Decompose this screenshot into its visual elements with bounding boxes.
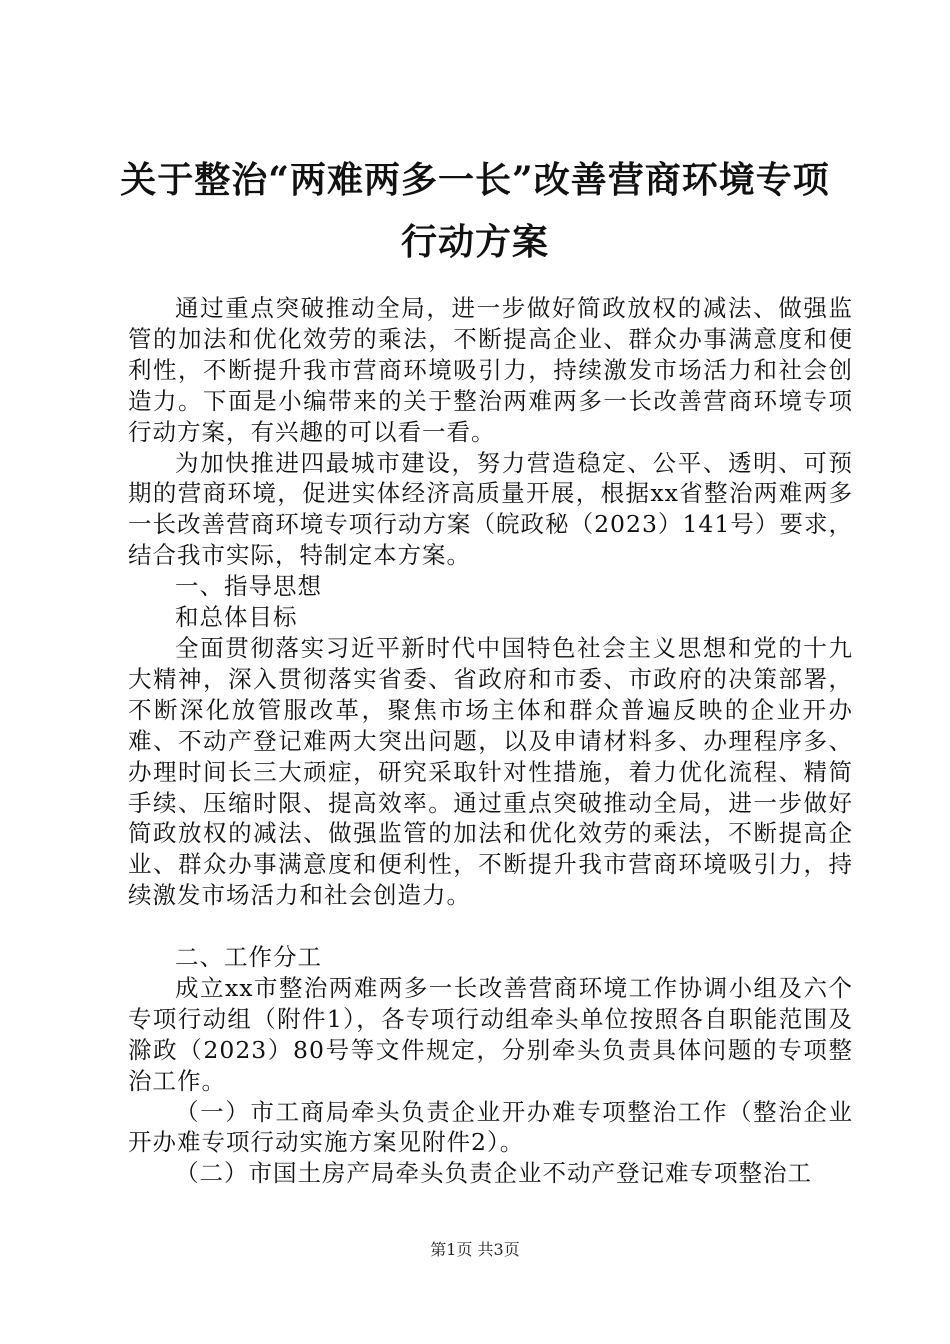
item-one-paragraph: （一）市工商局牵头负责企业开办难专项整治工作（整治企业开办难专项行动实施方案见附件2）。 [128, 1097, 853, 1157]
page-footer: 第1页 共3页 [430, 1240, 520, 1259]
background-paragraph: 为加快推进四最城市建设，努力营造稳定、公平、透明、可预期的营商环境，促进实体经济高质量开展，根据xx省整治两难两多一长改善营商环境专项行动方案（皖政秘（2023）141号）要求，结合我市实际，特制定本方案。 [128, 448, 853, 570]
document-title-line-1: 关于整治“两难两多一长”改善营商环境专项 [120, 159, 830, 201]
work-division-paragraph: 成立xx市整治两难两多一长改善营商环境工作协调小组及六个专项行动组（附件1），各专项行动组牵头单位按照各自职能范围及滁政（2023）80号等文件规定，分别牵头负责具体问题的专项整治工作。 [128, 973, 853, 1095]
document-title-line-2: 行动方案 [400, 221, 549, 263]
document-body [128, 293, 853, 1189]
section-heading-overall-goal: 和总体目标 [175, 603, 298, 632]
section-heading-work-division: 二、工作分工 [175, 943, 322, 972]
intro-paragraph: 通过重点突破推动全局，进一步做好简政放权的减法、做强监管的加法和优化效劳的乘法，不断提高企业、群众办事满意度和便利性，不断提升我市营商环境吸引力，持续激发市场活力和社会创造力。下面是小编带来的关于整治两难两多一长改善营商环境专项行动方案，有兴趣的可以看一看。 [128, 294, 853, 446]
guiding-thought-paragraph: 全面贯彻落实习近平新时代中国特色社会主义思想和党的十九大精神，深入贯彻落实省委、省政府和市委、市政府的决策部署，不断深化放管服改革，聚焦市场主体和群众普遍反映的企业开办难、不动产登记难两大突出问题，以及申请材料多、办理程序多、办理时间长三大顽症，研究采取针对性措施，着力优化流程、精简手续、压缩时限、提高效率。通过重点突破推动全局，进一步做好简政放权的减法、做强监管的加法和优化效劳的乘法，不断提高企业、群众办事满意度和便利性，不断提升我市营商环境吸引力，持续激发市场活力和社会创造力。 [128, 633, 853, 910]
paragraph-gap [128, 911, 853, 942]
section-heading-guiding-thought: 一、指导思想 [175, 572, 322, 601]
item-two-paragraph: （二）市国土房产局牵头负责企业不动产登记难专项整治工 [175, 1159, 812, 1188]
